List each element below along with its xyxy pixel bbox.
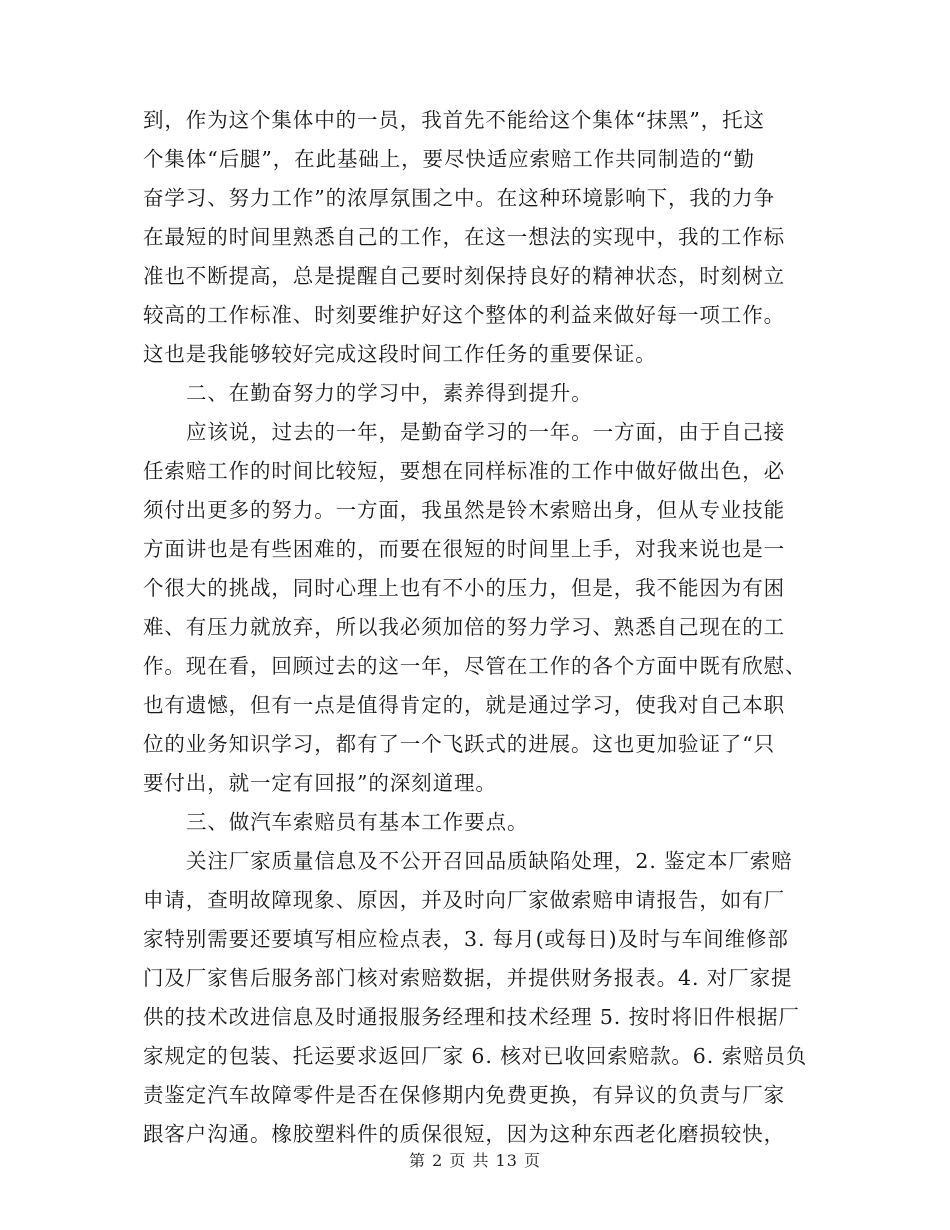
document-body — [143, 101, 808, 1154]
text-line: 申请，查明故障现象、原因，并及时向厂家做索赔申请报告，如有厂 — [143, 888, 785, 912]
text-line: 三、做汽车索赔员有基本工作要点。 — [186, 810, 529, 834]
text-line: 也有遗憾，但有一点是值得肯定的，就是通过学习，使我对自己本职 — [143, 693, 785, 717]
text-line: 应该说，过去的一年，是勤奋学习的一年。一方面，由于自己接 — [186, 420, 786, 444]
text-line: 家规定的包装、托运要求返回厂家 6. 核对已收回索赔款。6. 索赔员负 — [143, 1044, 808, 1068]
text-line: 在最短的时间里熟悉自己的工作，在这一想法的实现中，我的工作标 — [143, 225, 785, 249]
text-line: 须付出更多的努力。一方面，我虽然是铃木索赔出身，但从专业技能 — [143, 498, 785, 522]
text-line: 任索赔工作的时间比较短，要想在同样标准的工作中做好做出色，必 — [143, 459, 785, 483]
text-line: 跟客户沟通。橡胶塑料件的质保很短，因为这种东西老化磨损较快， — [143, 1122, 785, 1146]
text-line: 门及厂家售后服务部门核对索赔数据，并提供财务报表。4. 对厂家提 — [143, 966, 793, 990]
text-line: 方面讲也是有些困难的，而要在很短的时间里上手，对我来说也是一 — [143, 537, 785, 561]
page-footer: 第 2 页 共 13 页 — [409, 1151, 541, 1170]
text-line: 难、有压力就放弃，所以我必须加倍的努力学习、熟悉自己现在的工 — [143, 615, 785, 639]
text-line: 家特别需要还要填写相应检点表，3. 每月(或每日)及时与车间维修部 — [143, 927, 789, 951]
text-line: 较高的工作标准、时刻要维护好这个整体的利益来做好每一项工作。 — [143, 303, 785, 327]
text-line: 关注厂家质量信息及不公开召回品质缺陷处理，2. 鉴定本厂索赔 — [186, 849, 793, 873]
text-line: 位的业务知识学习，都有了一个飞跃式的进展。这也更加验证了“只 — [143, 732, 775, 756]
text-line: 这也是我能够较好完成这段时间工作任务的重要保证。 — [143, 342, 657, 366]
text-line: 供的技术改进信息及时通报服务经理和技术经理 5. 按时将旧件根据厂 — [143, 1005, 800, 1029]
text-line: 到，作为这个集体中的一员，我首先不能给这个集体“抹黑”，托这 — [143, 108, 765, 132]
text-line: 个很大的挑战，同时心理上也有不小的压力，但是，我不能因为有困 — [143, 576, 785, 600]
text-line: 准也不断提高，总是提醒自己要时刻保持良好的精神状态，时刻树立 — [143, 264, 785, 288]
text-line: 奋学习、努力工作”的浓厚氛围之中。在这种环境影响下，我的力争 — [143, 186, 775, 210]
text-line: 二、在勤奋努力的学习中，素养得到提升。 — [186, 381, 593, 405]
text-line: 要付出，就一定有回报”的深刻道理。 — [143, 771, 497, 795]
text-line: 个集体“后腿”，在此基础上，要尽快适应索赔工作共同制造的“勤 — [143, 147, 755, 171]
text-line: 作。现在看，回顾过去的这一年，尽管在工作的各个方面中既有欣慰、 — [143, 654, 807, 678]
text-line: 责鉴定汽车故障零件是否在保修期内免费更换，有异议的负责与厂家 — [143, 1083, 785, 1107]
